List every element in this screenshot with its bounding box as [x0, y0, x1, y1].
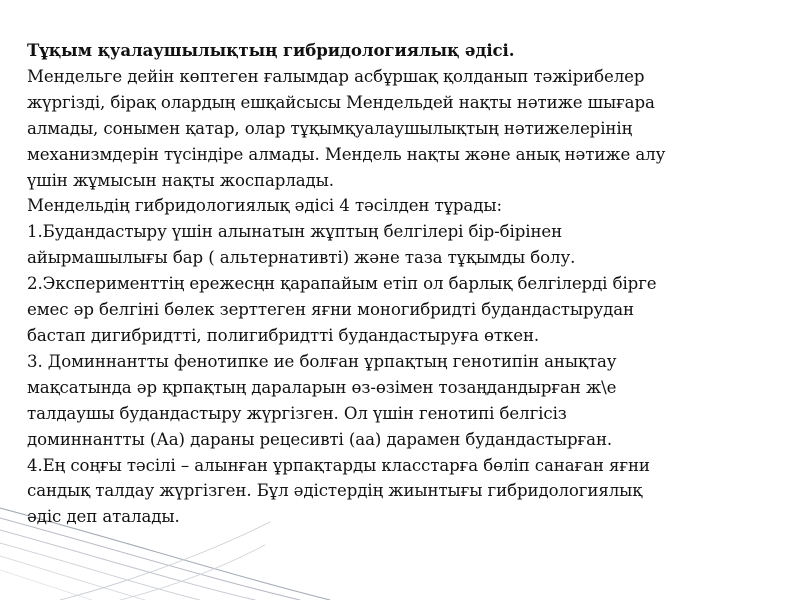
slide-body — [27, 38, 777, 530]
text-line: доминнантты (Аа) дараны рецесивті (аа) дарамен будандастырған. — [27, 429, 613, 449]
text-line: Мендельдің гибридологиялық әдісі 4 тәсілден тұрады: — [27, 196, 502, 216]
text-line: әдіс деп аталады. — [27, 507, 180, 527]
text-line: алмады, сонымен қатар, олар тұқымқуалаушылықтың нәтижелерінің — [27, 118, 633, 138]
text-line: жүргізді, бірақ олардың ешқайсысы Мендельдей нақты нәтиже шығара — [27, 92, 655, 112]
text-line: бастап дигибридтті, полигибридтті будандастыруға өткен. — [27, 325, 540, 345]
text-line: мақсатында әр қрпақтың дараларын өз-өзімен тозаңдандырған ж\е — [27, 377, 617, 397]
text-line: 2.Эксперименттің ережесңн қарапайым етіп ол барлық белгілерді бірге — [27, 274, 657, 294]
text-line: емес әр белгіні бөлек зерттеген яғни моногибридті будандастырудан — [27, 300, 635, 320]
text-line: үшін жұмысын нақты жоспарлады. — [27, 170, 334, 190]
text-line: 3. Доминнантты фенотипке ие болған ұрпақтың генотипін анықтау — [27, 351, 617, 371]
text-line: сандық талдау жүргізген. Бұл әдістердің жиынтығы гибридологиялық — [27, 481, 643, 501]
slide-title: Тұқым қуалаушылықтың гибридологиялық әдісі. — [27, 40, 515, 60]
text-line: механизмдерін түсіндіре алмады. Мендель нақты және анық нәтиже алу — [27, 144, 666, 164]
text-line: айырмашылығы бар ( альтернативті) және таза тұқымды болу. — [27, 248, 576, 268]
text-line: 1.Будандастыру үшін алынатын жұптың белгілері бір-бірінен — [27, 222, 563, 242]
text-line: талдаушы будандастыру жүргізген. Ол үшін генотипі белгісіз — [27, 403, 567, 423]
text-line: Мендельге дейін көптеген ғалымдар асбұршақ қолданып тәжірибелер — [27, 66, 645, 86]
text-line: 4.Ең соңғы тәсілі – алынған ұрпақтарды класстарға бөліп санаған яғни — [27, 455, 650, 475]
